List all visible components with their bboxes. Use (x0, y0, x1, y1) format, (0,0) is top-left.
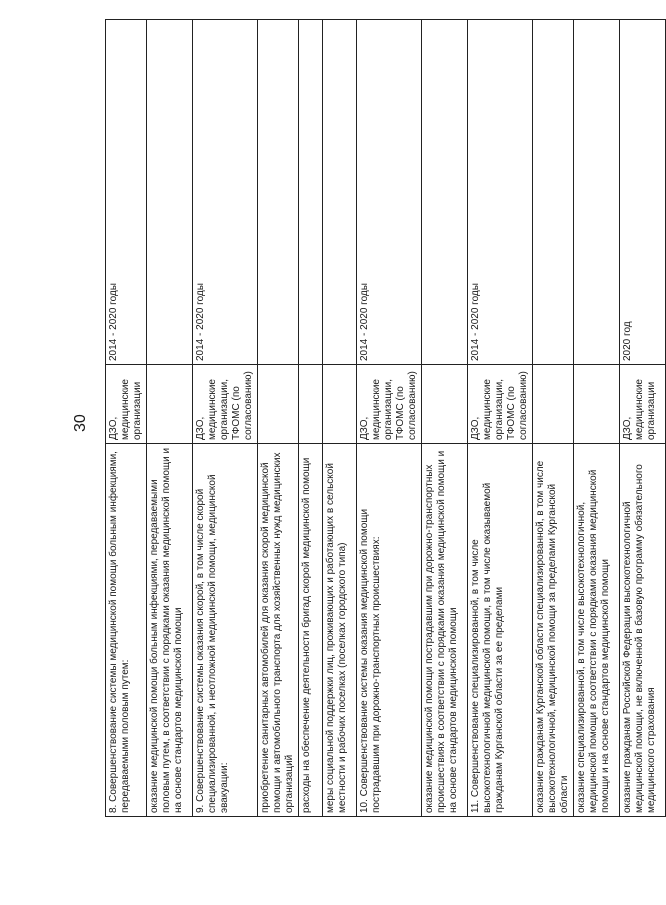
executor-cell: ДЗО, медицинские организации (620, 365, 666, 444)
period-cell: 2014 - 2020 годы (106, 20, 147, 365)
executor-cell: ДЗО, медицинские организации (106, 365, 147, 444)
period-cell: 2014 - 2020 годы (193, 20, 258, 365)
measure-text: 11. Совершенствование специализированной, в том числе высокотехнологичной медицинской помощи, в том числе оказываемой гражданам Курганской области за ее пределами (468, 444, 533, 817)
table-row (468, 20, 533, 817)
table-row (533, 20, 574, 817)
table-row (323, 20, 357, 817)
measure-text: меры социальной поддержки лиц, проживающих и работающих в сельской местности и рабочих поселках (поселках городского типа) (323, 444, 357, 817)
measure-text: оказание медицинской помощи больным инфекциями, передаваемыми половым путем, в соответствии с порядками оказания медицинской помощи и на основе стандартов медицинской помощи (147, 444, 193, 817)
table-row (147, 20, 193, 817)
table-row (422, 20, 468, 817)
executor-cell: ДЗО, медицинские организации, ТФОМС (по согласованию) (468, 365, 533, 444)
table-row (357, 20, 422, 817)
measure-text: оказание гражданам Российской Федерации высокотехнологичной медицинской помощи, не включенной в базовую программу обязательного медицинского страхования (620, 444, 666, 817)
executor-cell (258, 365, 299, 444)
measure-text: 10. Совершенствование системы оказания медицинской помощи пострадавшим при дорожно-транспортных происшествиях: (357, 444, 422, 817)
executor-cell (574, 365, 620, 444)
period-cell (258, 20, 299, 365)
measure-text: 8. Совершенствование системы медицинской помощи больным инфекциями, передаваемыми половым путем: (106, 444, 147, 817)
table-row (258, 20, 299, 817)
executor-cell (299, 365, 323, 444)
table-row (193, 20, 258, 817)
table-row (620, 20, 666, 817)
executor-cell: ДЗО, медицинские организации, ТФОМС (по согласованию) (193, 365, 258, 444)
measures-table (105, 19, 666, 817)
page-number: 30 (72, 414, 89, 432)
period-cell (533, 20, 574, 365)
table-row (574, 20, 620, 817)
measure-text: оказание специализированной, в том числе высокотехнологичной, медицинской помощи в соответствии с порядками оказания медицинской помощи и на основе стандартов медицинской помощи (574, 444, 620, 817)
executor-cell (147, 365, 193, 444)
measure-text: приобретение санитарных автомобилей для оказания скорой медицинской помощи и автомобильного транспорта для хозяйственных нужд медицинских организаций (258, 444, 299, 817)
period-cell (323, 20, 357, 365)
executor-cell (323, 365, 357, 444)
table-row (106, 20, 147, 817)
measure-text: 9. Совершенствование системы оказания скорой, в том числе скорой специализированной, и неотложной медицинской помощи, медицинской эвакуации: (193, 444, 258, 817)
measure-text: оказание медицинской помощи пострадавшим при дорожно-транспортных происшествиях в соответствии с порядками оказания медицинской помощи и на основе стандартов медицинской помощи (422, 444, 468, 817)
period-cell (422, 20, 468, 365)
period-cell (299, 20, 323, 365)
executor-cell (533, 365, 574, 444)
period-cell: 2020 год (620, 20, 666, 365)
period-cell: 2014 - 2020 годы (468, 20, 533, 365)
executor-cell (422, 365, 468, 444)
measure-text: расходы на обеспечение деятельности бригад скорой медицинской помощи (299, 444, 323, 817)
table-row (299, 20, 323, 817)
period-cell: 2014 - 2020 годы (357, 20, 422, 365)
executor-cell: ДЗО, медицинские организации, ТФОМС (по согласованию) (357, 365, 422, 444)
measure-text: оказание гражданам Курганской области специализированной, в том числе высокотехнологичной, медицинской помощи за пределами Курганской области (533, 444, 574, 817)
period-cell (147, 20, 193, 365)
period-cell (574, 20, 620, 365)
